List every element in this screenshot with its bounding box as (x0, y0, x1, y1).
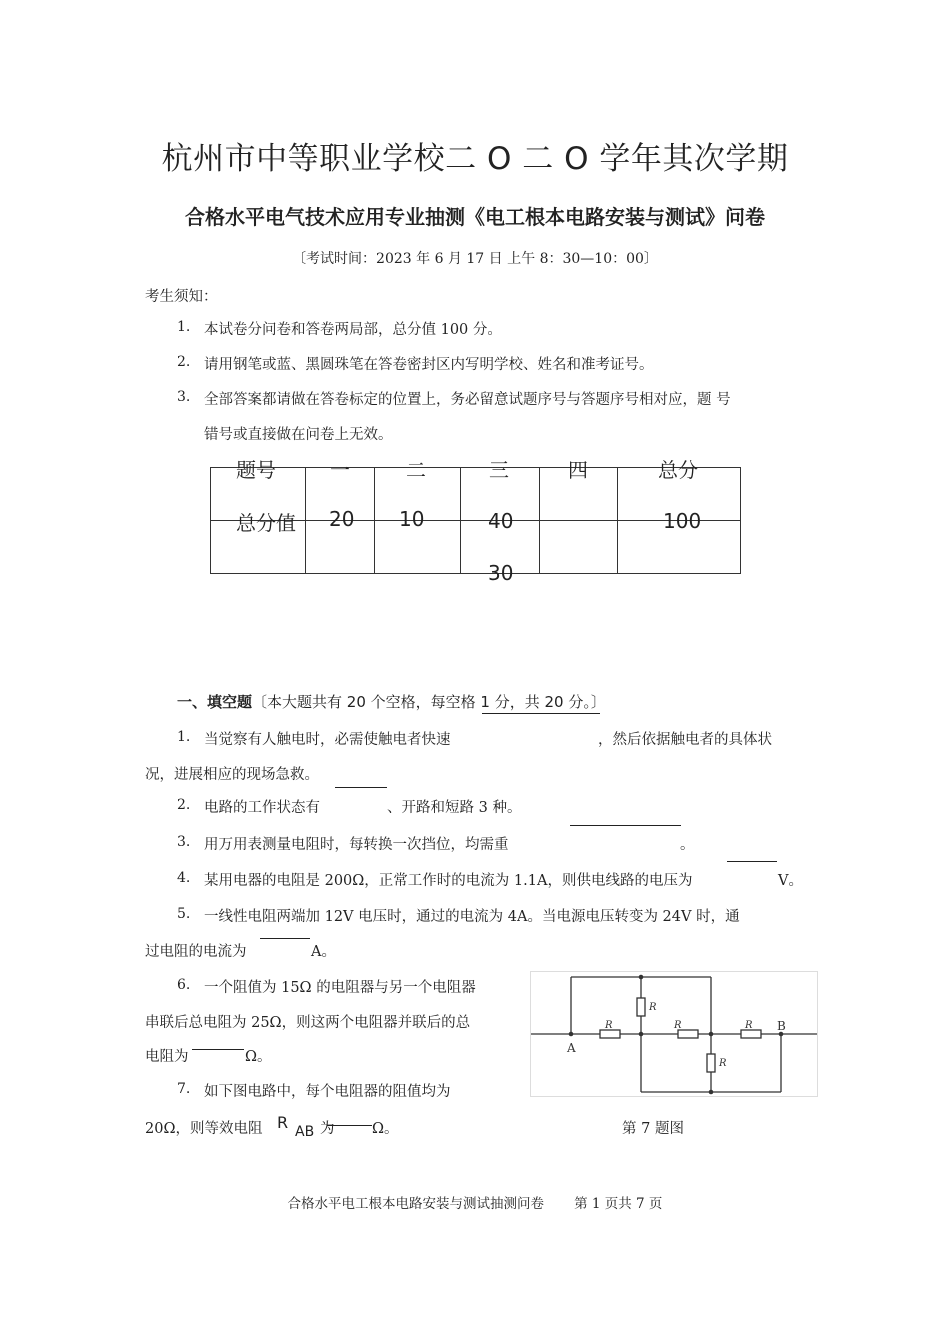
question-text: 如下图电路中，每个电阻器的阻值均为 (204, 1084, 451, 1100)
resistor-label: R (745, 1020, 753, 1031)
question-number: 7. (177, 1081, 191, 1097)
table-header: 三 (489, 458, 509, 482)
question-text: 一个阻值为 15Ω 的电阻器与另一个电阻器 (204, 980, 476, 996)
table-header: 一 (330, 458, 350, 482)
page-footer (0, 1192, 950, 1212)
question-number: 1. (177, 729, 191, 745)
question-text: 电路的工作状态有 (204, 800, 320, 816)
exam-title: 杭州市中等职业学校二 O 二 O 学年其次学期 (161, 141, 789, 177)
question-text: 20Ω，则等效电阻 (145, 1121, 263, 1137)
resistor-shape (600, 1030, 620, 1038)
question-text: 串联后总电阻为 25Ω，则这两个电阻器并联后的总 (145, 1015, 471, 1031)
question-text: A。 (311, 944, 336, 960)
question-number: 3. (177, 834, 191, 850)
section-title: 一、填空题 (177, 693, 253, 711)
question-text: 某用电器的电阻是 200Ω，正常工作时的电流为 1.1A，则供电线路的电压为 (204, 873, 693, 889)
notice-item-number: 2. (177, 354, 191, 370)
question-number: 4. (177, 870, 191, 886)
question-text: Ω。 (245, 1049, 272, 1065)
resistor-shape (637, 998, 645, 1016)
resistor-label: R (605, 1020, 613, 1031)
resistance-subscript: AB (295, 1124, 315, 1140)
question-text: 当觉察有人触电时，必需使触电者快速 (204, 732, 451, 748)
question-text: 过电阻的电流为 (145, 944, 247, 960)
junction-dot (569, 1032, 574, 1037)
question-number: 5. (177, 906, 191, 922)
question-text: 况，进展相应的现场急救。 (145, 767, 319, 783)
table-header: 四 (568, 458, 588, 482)
table-cell: 20 (329, 507, 355, 531)
answer-blank[interactable] (327, 1125, 372, 1126)
section-underline (482, 713, 600, 714)
resistance-symbol: R (277, 1113, 289, 1132)
table-cell-extra: 30 (488, 561, 514, 585)
exam-time: 〔考试时间：2023 年 6 月 17 日 上午 8：30—10：00〕 (292, 251, 658, 267)
figure-caption: 第 7 题图 (622, 1121, 684, 1137)
question-text: 用万用表测量电阻时，每转换一次挡位，均需重 (204, 837, 509, 853)
question-text: ，然后依据触电者的具体状 (598, 732, 772, 748)
table-header: 总分 (658, 458, 698, 482)
table-cell: 10 (399, 507, 425, 531)
junction-dot (639, 1032, 644, 1037)
answer-blank[interactable] (335, 787, 387, 788)
node-label-a: A (567, 1041, 576, 1055)
notice-item: 请用钢笔或蓝、黑圆珠笔在答卷密封区内写明学校、姓名和准考证号。 (204, 357, 654, 373)
answer-blank[interactable] (260, 938, 310, 939)
page-number: 第 1 页共 7 页 (574, 1196, 663, 1212)
circuit-diagram (531, 972, 817, 1096)
notice-item-continuation: 错号或直接做在问卷上无效。 (204, 427, 393, 443)
section-description: 〔本大题共有 20 个空格，每空格 1 分，共 20 分。〕 (252, 693, 606, 711)
question-text: 、开路和短路 3 种。 (387, 800, 522, 816)
question-text: 为 (320, 1121, 335, 1137)
notice-item-number: 1. (177, 319, 191, 335)
answer-blank[interactable] (727, 861, 777, 862)
resistor-shape (741, 1030, 761, 1038)
answer-blank[interactable] (570, 825, 681, 826)
question-text: 。 (680, 837, 695, 853)
question-text: 电阻为 (145, 1049, 189, 1065)
notice-item: 全部答案都请做在答卷标定的位置上，务必留意试题序号与答题序号相对应，题 号 (204, 392, 731, 408)
footer-text: 合格水平电工根本电路安装与测试抽测问卷 (287, 1196, 545, 1212)
notice-heading: 考生须知： (145, 289, 218, 305)
resistor-label: R (674, 1020, 682, 1031)
resistor-shape (678, 1030, 698, 1038)
table-row-label: 总分值 (236, 511, 296, 535)
question-number: 6. (177, 977, 191, 993)
question-text: V。 (778, 873, 803, 889)
circuit-figure (530, 971, 818, 1097)
junction-dot (709, 1090, 714, 1095)
section-heading (177, 691, 606, 712)
junction-dot (709, 1032, 714, 1037)
question-number: 2. (177, 797, 191, 813)
exam-subtitle: 合格水平电气技术应用专业抽测《电工根本电路安装与测试》问卷 (185, 205, 765, 229)
junction-dot (639, 975, 644, 980)
table-cell: 40 (488, 509, 514, 533)
notice-item-number: 3. (177, 389, 191, 405)
question-text: 一线性电阻两端加 12V 电压时，通过的电流为 4A。当电源电压转变为 24V 时，通 (204, 909, 740, 925)
table-header: 二 (406, 458, 426, 482)
answer-blank[interactable] (192, 1049, 244, 1050)
resistor-label: R (719, 1058, 727, 1069)
notice-item: 本试卷分问卷和答卷两局部，总分值 100 分。 (204, 322, 502, 338)
resistor-shape (707, 1054, 715, 1072)
node-label-b: B (777, 1019, 786, 1033)
resistor-label: R (649, 1002, 657, 1013)
table-header: 题号 (236, 458, 276, 482)
question-text: Ω。 (372, 1121, 399, 1137)
table-cell: 100 (663, 509, 702, 533)
